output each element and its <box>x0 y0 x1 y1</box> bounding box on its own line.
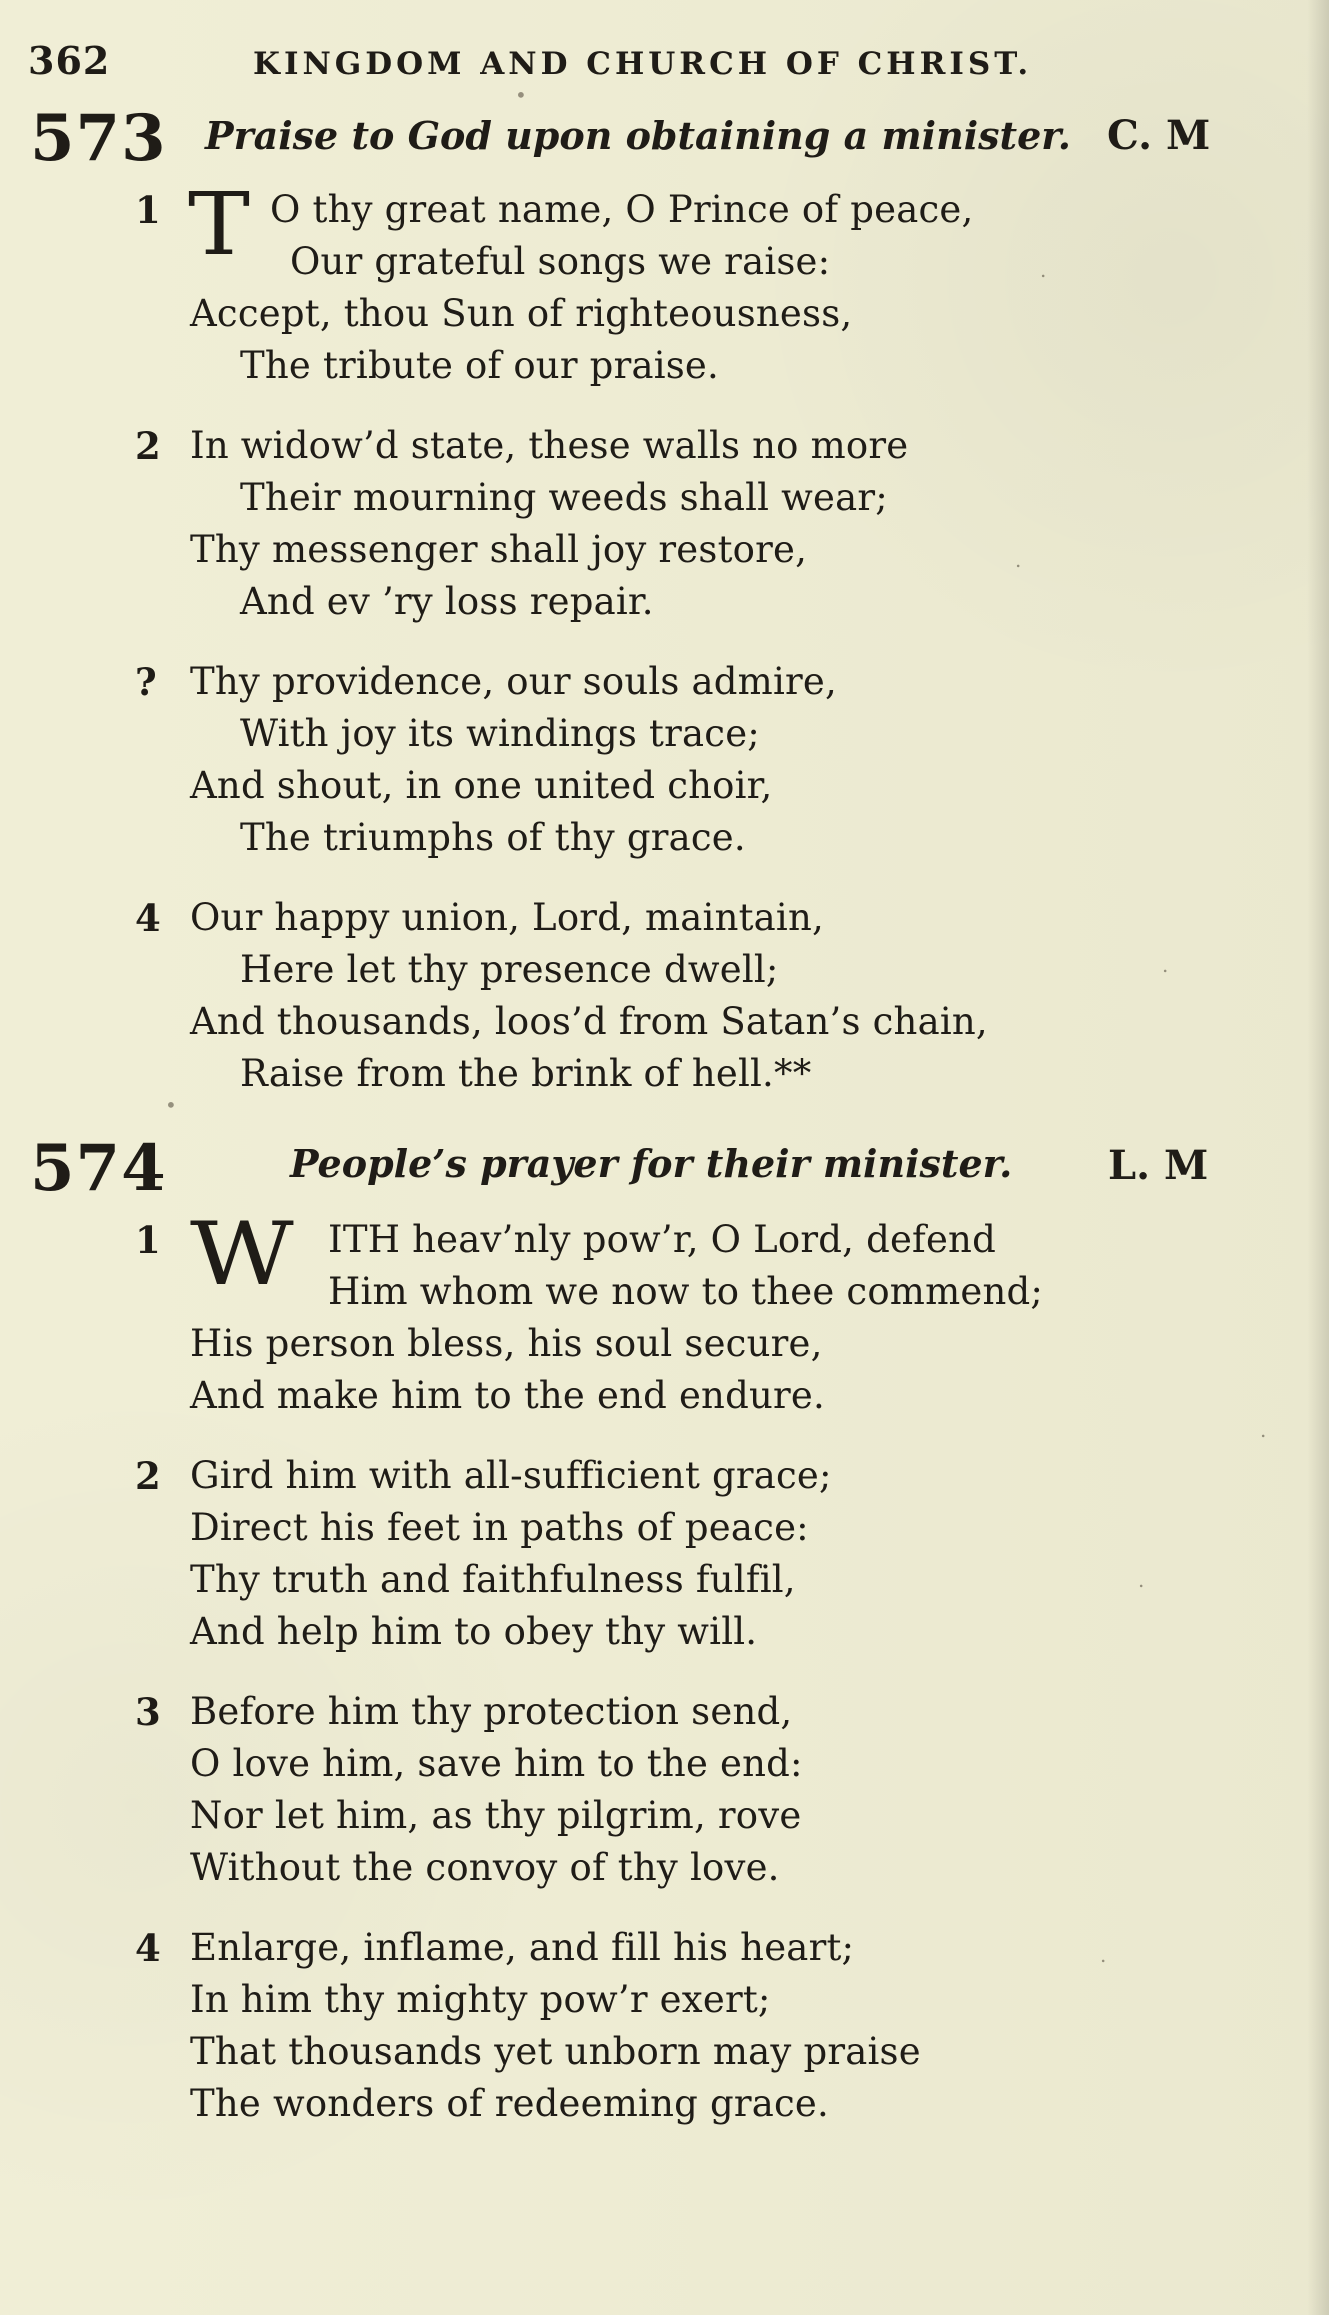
stanza-line: The tribute of our praise. <box>240 344 719 387</box>
stanza-number: 1 <box>135 188 161 232</box>
stanza-line: O thy great name, O Prince of peace, <box>270 188 974 231</box>
stanza-line: Direct his feet in paths of peace: <box>190 1506 809 1549</box>
stanza-line: His person bless, his soul secure, <box>190 1322 823 1365</box>
stanza-line: Our happy union, Lord, maintain, <box>190 896 824 939</box>
stanza-line: In him thy mighty pow’r exert; <box>190 1978 771 2021</box>
stanza-line: Our grateful songs we raise: <box>290 240 831 283</box>
stanza-line: Raise from the brink of hell.** <box>240 1052 812 1095</box>
paper-mark: . <box>1015 548 1022 572</box>
stanza-line: Before him thy protection send, <box>190 1690 793 1733</box>
paper-mark: . <box>1040 258 1047 282</box>
paper-mark: . <box>1162 953 1169 977</box>
running-head: KINGDOM AND CHURCH OF CHRIST. <box>253 46 1033 82</box>
stanza-line: With joy its windings trace; <box>240 712 760 755</box>
page-number: 362 <box>28 38 111 83</box>
stanza-number: 4 <box>135 896 161 940</box>
stanza-line: Gird him with all-sufficient grace; <box>190 1454 832 1497</box>
drop-cap: W <box>190 1203 294 1305</box>
page-edge-shadow <box>1307 0 1329 2315</box>
hymn-number: 573 <box>30 101 167 176</box>
stanza-number: 2 <box>135 1454 161 1498</box>
stanza-line: And shout, in one united choir, <box>190 764 773 807</box>
hymn-title: People’s prayer for their minister. <box>290 1141 1013 1186</box>
stanza-number: 4 <box>135 1926 161 1970</box>
hymn-meter: L. M <box>1108 1142 1209 1189</box>
stanza-line: Their mourning weeds shall wear; <box>240 476 888 519</box>
page-header <box>28 38 1038 88</box>
stanza-line: And thousands, loos’d from Satan’s chain, <box>190 1000 988 1043</box>
paper-mark: . <box>1260 1418 1267 1442</box>
stanza-line: Thy truth and faithfulness fulfil, <box>190 1558 796 1601</box>
stanza-line: And ev ’ry loss repair. <box>240 580 654 623</box>
stanza-line: And make him to the end endure. <box>190 1374 825 1417</box>
stanza-line: Nor let him, as thy pilgrim, rove <box>190 1794 802 1837</box>
stanza-line: That thousands yet unborn may praise <box>190 2030 921 2073</box>
stanza-number: 1 <box>135 1218 161 1262</box>
stanza-line: ITH heav’nly pow’r, O Lord, defend <box>328 1218 996 1261</box>
paper-mark: . <box>1100 1943 1107 1967</box>
hymn-number: 574 <box>30 1131 167 1206</box>
stanza-number: ? <box>135 660 157 704</box>
paper-mark: • <box>515 83 527 107</box>
hymn-meter: C. M <box>1107 112 1211 159</box>
stanza-line: Him whom we now to thee commend; <box>328 1270 1044 1313</box>
stanza-line: O love him, save him to the end: <box>190 1742 803 1785</box>
paper-mark: . <box>1138 1568 1145 1592</box>
stanza-line: Thy messenger shall joy restore, <box>190 528 808 571</box>
stanza-line: Enlarge, inflame, and fill his heart; <box>190 1926 855 1969</box>
paper-mark: • <box>165 1093 177 1117</box>
stanza-line: Here let thy presence dwell; <box>240 948 779 991</box>
drop-cap: T <box>188 175 250 275</box>
stanza-number: 3 <box>135 1690 161 1734</box>
stanza-line: Without the convoy of thy love. <box>190 1846 780 1889</box>
stanza-line: In widow’d state, these walls no more <box>190 424 909 467</box>
stanza-number: 2 <box>135 424 161 468</box>
stanza-line: The wonders of redeeming grace. <box>190 2082 829 2125</box>
stanza-line: Accept, thou Sun of righteousness, <box>190 292 853 335</box>
stanza-line: The triumphs of thy grace. <box>240 816 746 859</box>
stanza-line: And help him to obey thy will. <box>190 1610 758 1653</box>
hymn-title: Praise to God upon obtaining a minister. <box>205 113 1072 158</box>
stanza-line: Thy providence, our souls admire, <box>190 660 837 703</box>
